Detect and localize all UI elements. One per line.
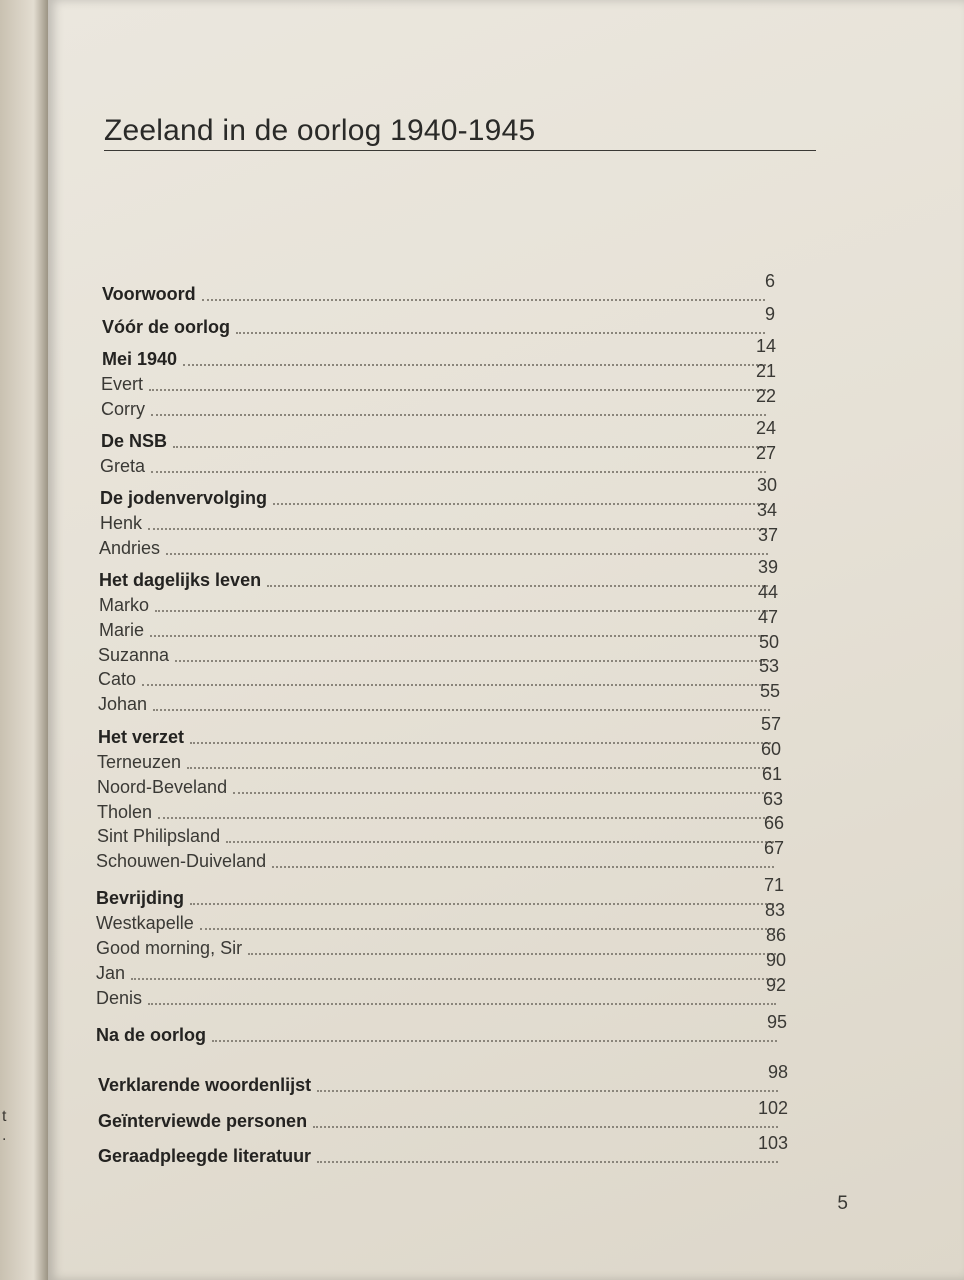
dot-leader [267,585,768,587]
toc-entry-label: Geraadpleegde literatuur [98,1146,312,1166]
dot-leader [233,792,772,794]
dot-leader [313,1126,778,1128]
toc-chapter-entry [102,336,776,370]
toc-page-number: 14 [755,336,776,356]
toc-chapter-entry [98,1098,788,1132]
toc-story-entry [96,900,785,934]
toc-page-number: 50 [758,632,779,652]
toc-page-number: 86 [765,925,786,945]
toc-page-number: 95 [766,1012,787,1032]
toc-chapter-entry [100,475,777,509]
toc-entry-label: Na de oorlog [96,1025,207,1045]
toc-entry-label: Het verzet [98,727,185,747]
toc-chapter-entry [99,557,778,591]
dot-leader [151,414,766,416]
toc-entry-label: Johan [98,694,148,714]
toc-story-entry [101,386,776,420]
toc-entry-label: Voorwoord [102,284,196,304]
dot-leader [175,660,769,662]
toc-story-entry [96,925,786,959]
toc-entry-label: De NSB [101,431,168,451]
toc-page-number: 21 [755,361,776,381]
toc-story-entry [99,582,778,616]
dot-leader [158,817,773,819]
toc-entry-label: Evert [101,374,144,394]
toc-page-number: 24 [755,418,776,438]
toc-page-number: 83 [764,900,785,920]
toc-entry-label: Vóór de oorlog [102,317,230,337]
toc-page-number: 61 [761,764,782,784]
toc-entry-label: Marko [99,595,150,615]
toc-chapter-entry [96,875,784,909]
toc-story-entry [97,813,784,847]
toc-page-number: 103 [757,1133,788,1153]
toc-story-entry [99,525,778,559]
dot-leader [317,1161,778,1163]
dot-leader [226,841,774,843]
toc-entry-label: Tholen [97,802,153,822]
toc-chapter-entry [98,1133,788,1167]
toc-page-number: 22 [755,386,776,406]
toc-chapter-entry [96,1012,787,1046]
dot-leader [212,1040,777,1042]
toc-page-number: 37 [757,525,778,545]
toc-entry-label: Westkapelle [96,913,194,933]
page-title: Zeeland in de oorlog 1940-1945 [104,114,536,147]
toc-story-entry [96,950,786,984]
toc-page-number: 60 [760,739,781,759]
toc-entry-label: Denis [96,988,143,1008]
dot-leader [149,389,766,391]
toc-story-entry [96,975,786,1009]
title-underline [104,150,816,151]
toc-page-number: 27 [755,443,776,463]
toc-entry-label: Cato [98,669,137,689]
previous-page-fragment: t [2,1108,7,1125]
toc-page-number: 90 [765,950,786,970]
toc-page-number: 92 [765,975,786,995]
toc-page-number: 44 [757,582,778,602]
dot-leader [200,928,775,930]
toc-story-entry [96,838,784,872]
toc-entry-label: Greta [100,456,146,476]
toc-page-number: 57 [760,714,781,734]
toc-story-entry [101,361,776,395]
dot-leader [148,528,767,530]
previous-page-edge [0,0,48,1280]
toc-page-number: 66 [763,813,784,833]
toc-chapter-entry [101,418,776,452]
dot-leader [248,953,776,955]
toc-entry-label: Noord-Beveland [97,777,228,797]
dot-leader [173,446,766,448]
toc-entry-label: Mei 1940 [102,349,178,369]
toc-entry-label: Good morning, Sir [96,938,243,958]
toc-page-number: 63 [762,789,783,809]
toc-entry-label: Verklarende woordenlijst [98,1075,312,1095]
toc-page-number: 102 [757,1098,788,1118]
toc-chapter-entry [102,271,775,305]
book-page [48,0,964,1280]
dot-leader [317,1090,778,1092]
toc-entry-label: Henk [100,513,143,533]
toc-entry-label: Marie [99,620,145,640]
dot-leader [131,978,776,980]
dot-leader [155,610,768,612]
toc-story-entry [97,764,782,798]
previous-page-fragment: . [2,1127,7,1144]
toc-page-number: 34 [756,500,777,520]
toc-page-number: 9 [764,304,775,324]
dot-leader [187,767,771,769]
toc-entry-label: Bevrijding [96,888,185,908]
toc-entry-label: Andries [99,538,161,558]
toc-entry-label: Corry [101,399,145,419]
dot-leader [272,866,774,868]
toc-entry-label: De jodenvervolging [100,488,268,508]
toc-story-entry [98,632,779,666]
dot-leader [153,709,770,711]
toc-chapter-entry [98,714,781,748]
toc-entry-label: Het dagelijks leven [99,570,262,590]
toc-entry-label: Jan [96,963,126,983]
toc-page-number: 67 [763,838,784,858]
toc-story-entry [97,739,781,773]
toc-page-number: 39 [757,557,778,577]
toc-page-number: 47 [757,607,778,627]
dot-leader [202,299,765,301]
toc-page-number: 30 [756,475,777,495]
toc-story-entry [98,656,779,690]
toc-story-entry [100,443,776,477]
dot-leader [190,903,774,905]
toc-story-entry [98,681,780,715]
dot-leader [273,503,767,505]
dot-leader [151,471,766,473]
dot-leader [150,635,768,637]
toc-chapter-entry [98,1062,788,1096]
toc-entry-label: Schouwen-Duiveland [96,851,267,871]
toc-story-entry [97,789,783,823]
toc-entry-label: Sint Philipsland [97,826,221,846]
toc-page-number: 71 [763,875,784,895]
toc-chapter-entry [102,304,775,338]
dot-leader [148,1003,776,1005]
dot-leader [183,364,766,366]
dot-leader [166,553,768,555]
dot-leader [142,684,769,686]
toc-entry-label: Terneuzen [97,752,182,772]
dot-leader [190,742,771,744]
toc-page-number: 6 [764,271,775,291]
toc-page-number: 55 [759,681,780,701]
page-number: 5 [837,1193,848,1214]
toc-entry-label: Suzanna [98,645,170,665]
toc-page-number: 53 [758,656,779,676]
toc-page-number: 98 [767,1062,788,1082]
toc-story-entry [100,500,777,534]
toc-story-entry [99,607,778,641]
toc-entry-label: Geïnterviewde personen [98,1111,308,1131]
dot-leader [236,332,765,334]
